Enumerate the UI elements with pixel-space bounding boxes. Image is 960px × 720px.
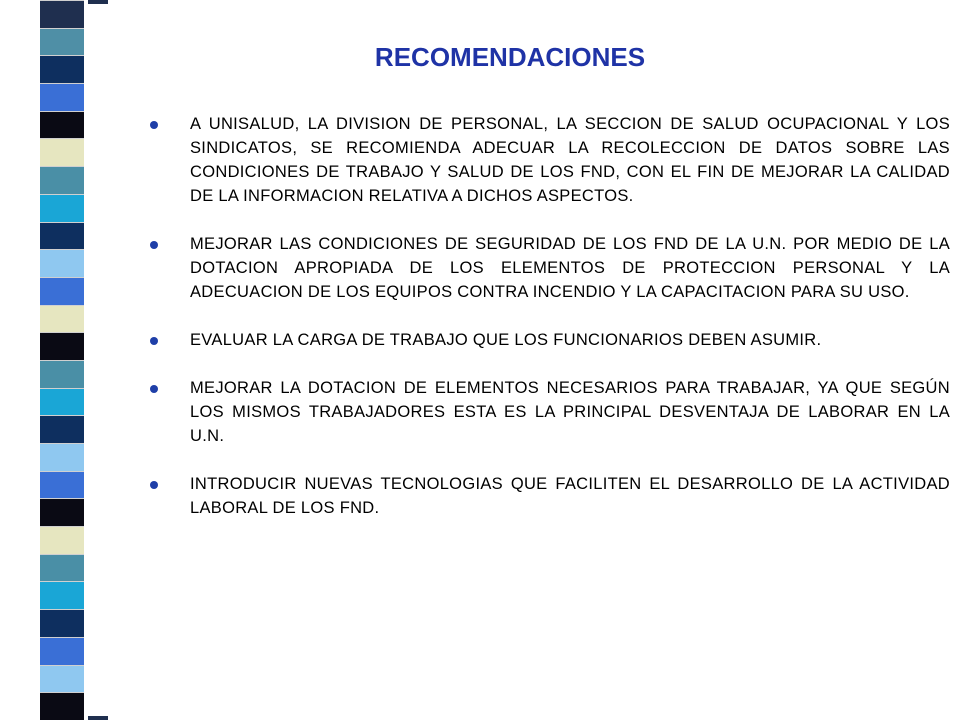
stripe-segment <box>40 0 84 28</box>
list-item-text: A UNISALUD, LA DIVISION DE PERSONAL, LA SECCION DE SALUD OCUPACIONAL Y LOS SINDICATOS, SE RECOMIENDA ADECUAR LA RECOLECCION DE DATOS SOBRE LAS CONDICIONES DE TRABAJO Y SALUD DE LOS FND, CON EL FIN DE MEJORAR LA CALIDAD DE LA INFORMACION RELATIVA A DICHOS ASPECTOS. <box>190 115 950 205</box>
bullet-icon <box>150 481 158 489</box>
list-item <box>150 232 950 304</box>
stripe-segment <box>40 249 84 277</box>
stripe-segment <box>40 360 84 388</box>
recommendation-list <box>150 112 950 520</box>
stripe-segment <box>40 111 84 139</box>
stripe-segment <box>40 665 84 693</box>
edge-mark-top <box>88 0 108 4</box>
stripe-segment <box>40 55 84 83</box>
slide-title: RECOMENDACIONES <box>374 42 646 72</box>
bullet-icon <box>150 385 158 393</box>
list-item-text: EVALUAR LA CARGA DE TRABAJO QUE LOS FUNCIONARIOS DEBEN ASUMIR. <box>190 331 822 349</box>
stripe-segment <box>40 526 84 554</box>
decorative-stripe <box>40 0 84 720</box>
stripe-segment <box>40 332 84 360</box>
stripe-segment <box>40 305 84 333</box>
stripe-segment <box>40 166 84 194</box>
list-item <box>150 328 950 352</box>
list-item-text: MEJORAR LA DOTACION DE ELEMENTOS NECESARIOS PARA TRABAJAR, YA QUE SEGÚN LOS MISMOS TRABAJADORES ESTA ES LA PRINCIPAL DESVENTAJA DE LABORAR EN LA U.N. <box>190 379 950 445</box>
stripe-segment <box>40 692 84 720</box>
stripe-segment <box>40 28 84 56</box>
bullet-icon <box>150 241 158 249</box>
stripe-segment <box>40 609 84 637</box>
stripe-segment <box>40 138 84 166</box>
stripe-segment <box>40 443 84 471</box>
bullet-icon <box>150 337 158 345</box>
list-item <box>150 112 950 208</box>
list-item-text: MEJORAR LAS CONDICIONES DE SEGURIDAD DE LOS FND DE LA U.N. POR MEDIO DE LA DOTACION APROPIADA DE LOS ELEMENTOS DE PROTECCION PERSONAL Y LA ADECUACION DE LOS EQUIPOS CONTRA INCENDIO Y LA CAPACITACION PARA SU USO. <box>190 235 950 301</box>
stripe-segment <box>40 415 84 443</box>
list-item <box>150 472 950 520</box>
stripe-segment <box>40 194 84 222</box>
list-item <box>150 376 950 448</box>
stripe-segment <box>40 222 84 250</box>
stripe-segment <box>40 471 84 499</box>
stripe-segment <box>40 637 84 665</box>
bullet-icon <box>150 121 158 129</box>
edge-mark-bottom <box>88 716 108 720</box>
list-item-text: INTRODUCIR NUEVAS TECNOLOGIAS QUE FACILITEN EL DESARROLLO DE LA ACTIVIDAD LABORAL DE LOS FND. <box>190 475 950 517</box>
stripe-segment <box>40 581 84 609</box>
stripe-segment <box>40 498 84 526</box>
stripe-segment <box>40 83 84 111</box>
stripe-segment <box>40 277 84 305</box>
decorative-edge-marks <box>88 0 108 720</box>
stripe-segment <box>40 388 84 416</box>
stripe-segment <box>40 554 84 582</box>
